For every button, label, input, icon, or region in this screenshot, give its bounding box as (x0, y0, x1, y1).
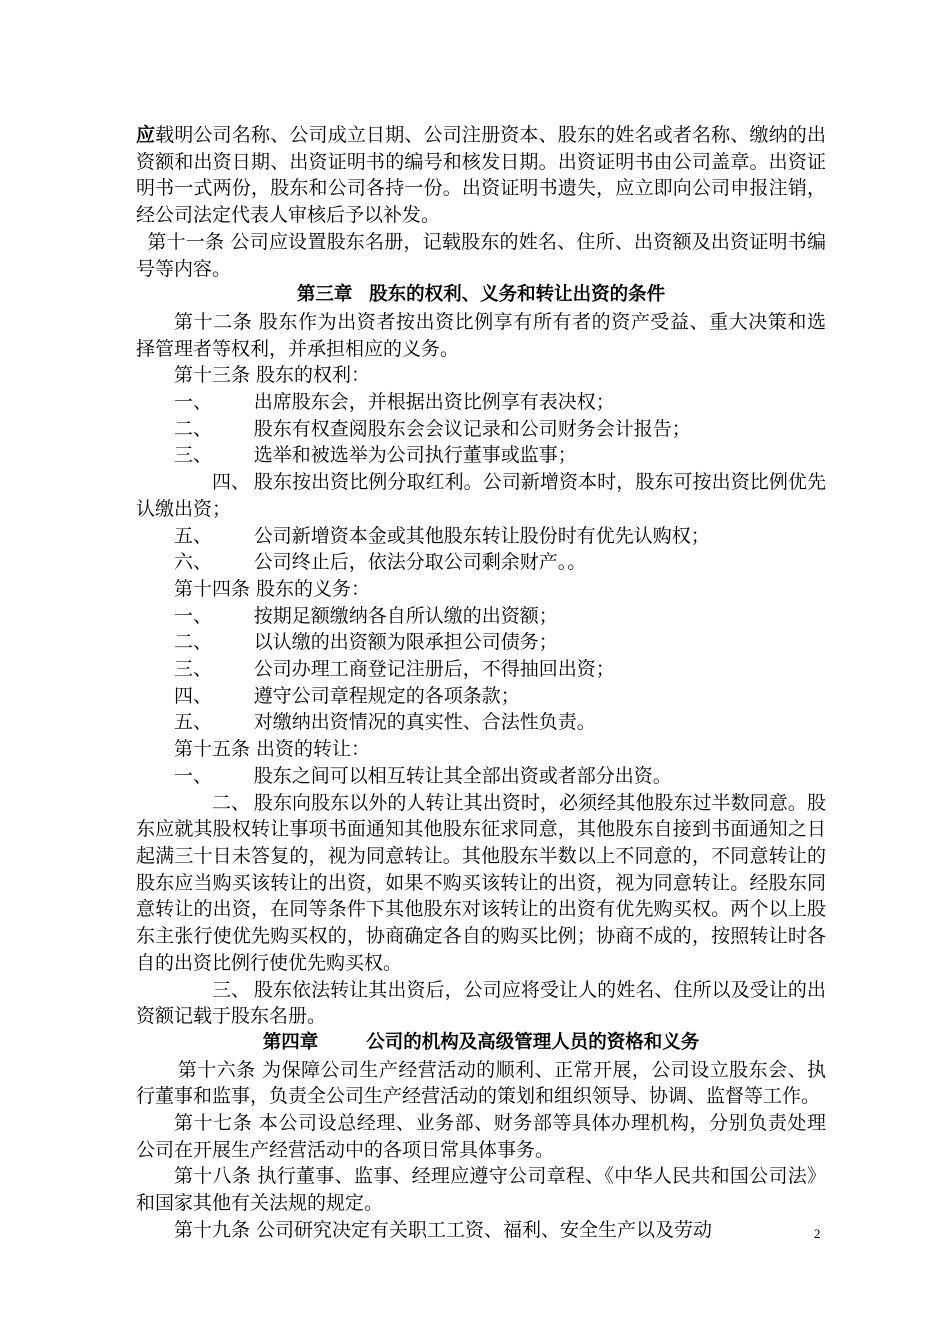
list-item: 四、 股东按出资比例分取红利。公司新增资本时，股东可按出资比例优先认缴出资； (136, 471, 826, 520)
list-item: 五、 公司新增资本金或其他股东转让股份时有优先认购权； (174, 524, 710, 547)
article-11: 第十一条 公司应设置股东名册，记载股东的姓名、住所、出资额及出资证明书编号等内容。 (136, 230, 826, 280)
article-18: 第十八条 执行董事、监事、经理应遵守公司章程、《中华人民共和国公司法》和国家其他有关法规的规定。 (136, 1165, 826, 1215)
article-14-heading: 第十四条 股东的义务： (174, 577, 371, 600)
article-12: 第十二条 股东作为出资者按出资比例享有所有者的资产受益、重大决策和选择管理者等权利，并承担相应的义务。 (136, 310, 826, 360)
document-page (136, 122, 826, 1244)
chapter-3-label: 第三章 (296, 284, 353, 306)
chapter-3-heading (136, 282, 826, 309)
list-item: 一、 出席股东会，并根据出资比例享有表决权； (174, 391, 615, 414)
list-item: 三、 股东依法转让其出资后，公司应将受让人的姓名、住所以及受让的出资额记载于股东名册。 (136, 978, 826, 1028)
list-item: 五、 对缴纳出资情况的真实性、合法性负责。 (174, 711, 596, 734)
list-item: 二、 以认缴的出资额为限承担公司债务； (174, 631, 558, 654)
lead-char: 应 (136, 124, 156, 146)
continued-paragraph (136, 122, 826, 229)
list-item: 六、 公司终止后，依法分取公司剩余财产。。 (174, 551, 587, 574)
article-17: 第十七条 本公司设总经理、业务部、财务部等具体办理机构，分别负责处理公司在开展生产经营活动中的各项日常具体事务。 (136, 1112, 826, 1161)
page-number: 2 (814, 1226, 821, 1241)
continued-text: 载明公司名称、公司成立日期、公司注册资本、股东的姓名或者名称、缴纳的出资额和出资日期、出资证明书的编号和核发日期。出资证明书由公司盖章。出资证明书一式两份，股东和公司各持一份。出资证明书遗失，应立即向公司申报注销，经公司法定代表人审核后予以补发。 (136, 124, 826, 227)
list-item: 一、 股东之间可以相互转让其全部出资或者部分出资。 (174, 764, 672, 787)
article-15-heading: 第十五条 出资的转让： (174, 738, 371, 761)
article-19: 第十九条 公司研究决定有关职工工资、福利、安全生产以及劳动 (174, 1218, 713, 1241)
article-16: 第十六条 为保障公司生产经营活动的顺利、正常开展，公司设立股东会、执行董事和监事，负责全公司生产经营活动的策划和组织领导、协调、监督等工作。 (136, 1058, 826, 1108)
article-13-heading: 第十三条 股东的权利： (174, 364, 371, 387)
list-item: 一、 按期足额缴纳各自所认缴的出资额； (174, 604, 558, 627)
chapter-4-label: 第四章 (262, 1031, 319, 1053)
chapter-4-heading (136, 1030, 826, 1057)
list-item: 三、 选举和被选举为公司执行董事或监事； (174, 444, 577, 467)
list-item: 三、 公司办理工商登记注册后，不得抽回出资； (174, 658, 615, 681)
list-item: 二、 股东向股东以外的人转让其出资时，必须经其他股东过半数同意。股东应就其股权转让事项书面通知其他股东征求同意，其他股东自接到书面通知之日起满三十日未答复的，视为同意转让。其他股东半数以上不同意的，不同意转让的股东应当购买该转让的出资，如果不购买该转让的出资，视为同意转让。经股东同意转让的出资，在同等条件下其他股东对该转让的出资有优先购买权。两个以上股东主张行使优先购买权的，协商确定各自的购买比例；协商不成的，按照转让时各自的出资比例行使优先购买权。 (136, 791, 826, 974)
chapter-3-title: 股东的权利、义务和转让出资的条件 (369, 284, 666, 306)
list-item: 二、 股东有权查阅股东会会议记录和公司财务会计报告； (174, 417, 691, 440)
list-item: 四、 遵守公司章程规定的各项条款； (174, 684, 520, 707)
chapter-4-title: 公司的机构及高级管理人员的资格和义务 (366, 1031, 700, 1053)
